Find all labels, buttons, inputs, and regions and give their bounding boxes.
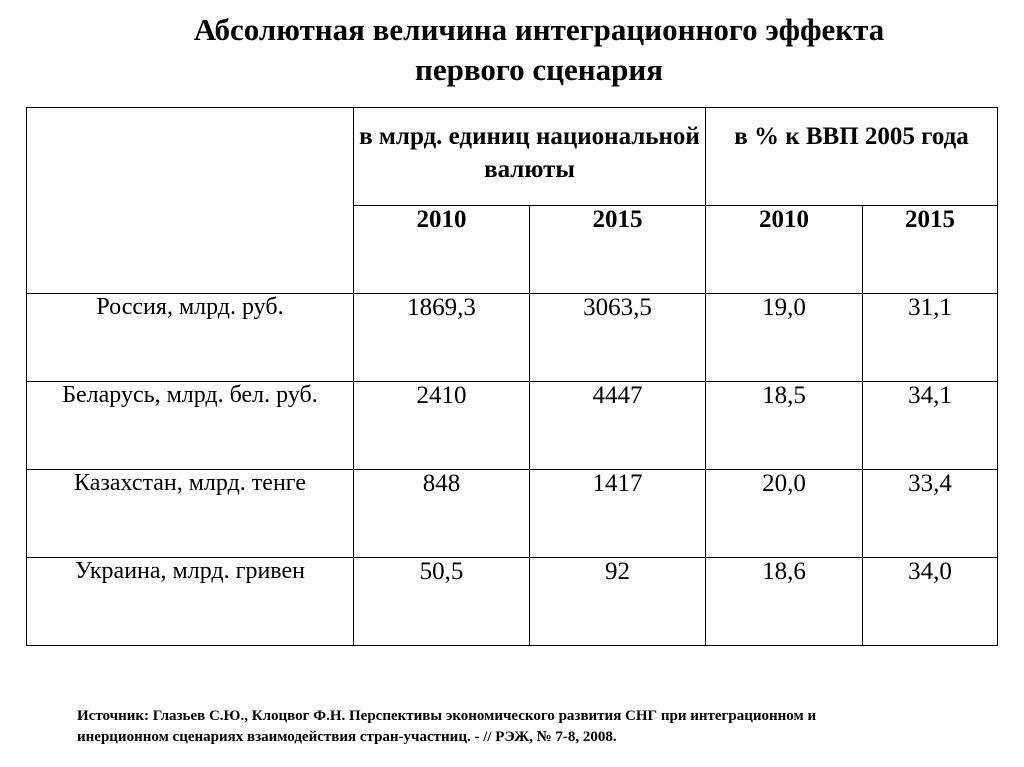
header-year: 2010 — [354, 206, 530, 294]
row-label: Казахстан, млрд. тенге — [27, 470, 354, 558]
title-line-2: первого сценария — [414, 52, 664, 87]
header-year: 2015 — [863, 206, 998, 294]
source-line-1: Источник: Глазьев С.Ю., Клоцвог Ф.Н. Перспективы экономического развития СНГ при интеграционном и — [77, 708, 817, 724]
table-cell: 18,6 — [706, 558, 863, 646]
table-cell: 3063,5 — [530, 294, 706, 382]
table-cell: 33,4 — [863, 470, 998, 558]
header-group-currency: в млрд. единиц национальной валюты — [354, 108, 706, 206]
table-cell: 50,5 — [354, 558, 530, 646]
row-label: Беларусь, млрд. бел. руб. — [27, 382, 354, 470]
table-cell: 20,0 — [706, 470, 863, 558]
page-title — [0, 10, 1024, 90]
row-label: Россия, млрд. руб. — [27, 294, 354, 382]
header-year: 2010 — [706, 206, 863, 294]
source-citation — [77, 706, 977, 748]
table-cell: 1417 — [530, 470, 706, 558]
table-cell: 19,0 — [706, 294, 863, 382]
row-label: Украина, млрд. гривен — [27, 558, 354, 646]
header-row-groups — [27, 108, 998, 206]
header-group-gdp-percent: в % к ВВП 2005 года — [706, 108, 998, 206]
table-cell: 848 — [354, 470, 530, 558]
table-row — [27, 470, 998, 558]
table-cell: 4447 — [530, 382, 706, 470]
title-line-1: Абсолютная величина интеграционного эффекта — [193, 12, 885, 47]
header-corner-cell — [27, 108, 354, 294]
table-row — [27, 294, 998, 382]
table-cell: 92 — [530, 558, 706, 646]
table-cell: 1869,3 — [354, 294, 530, 382]
source-line-2: инерционном сценариях взаимодействия стран-участниц. - // РЭЖ, № 7-8, 2008. — [77, 729, 617, 745]
table-cell: 2410 — [354, 382, 530, 470]
table-row — [27, 382, 998, 470]
table-cell: 34,1 — [863, 382, 998, 470]
table-cell: 34,0 — [863, 558, 998, 646]
data-table — [26, 107, 998, 646]
table-cell: 31,1 — [863, 294, 998, 382]
table-cell: 18,5 — [706, 382, 863, 470]
header-year: 2015 — [530, 206, 706, 294]
table-row — [27, 558, 998, 646]
